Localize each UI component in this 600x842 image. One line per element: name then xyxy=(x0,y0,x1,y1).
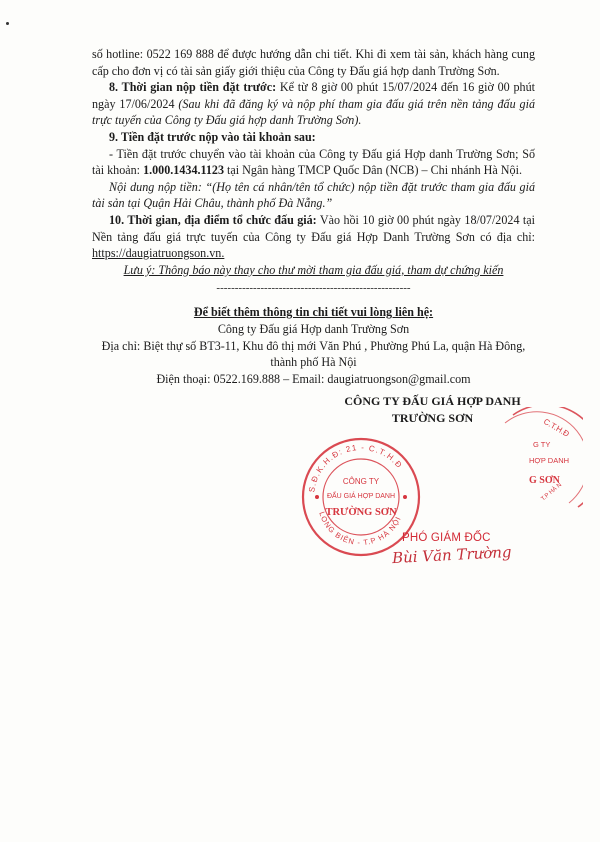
signature-block xyxy=(295,393,525,427)
svg-text:G TY: G TY xyxy=(533,440,551,449)
paragraph-hotline: số hotline: 0522 169 888 để được hướng dẫn chi tiết. Khi đi xem tài sản, khách hàng cung cấp cho đơn vị có tài sản giấy giới thiệu của Công ty Đấu giá hợp danh Trường Sơn. xyxy=(92,47,535,78)
svg-text:S.Đ.K.H.Đ: 21 - C.T.H.Đ: S.Đ.K.H.Đ: 21 - C.T.H.Đ xyxy=(307,442,405,493)
svg-text:TRƯỜNG SƠN: TRƯỜNG SƠN xyxy=(325,507,397,518)
section-10-text: Vào hồi 10 giờ 00 phút ngày 18/07/2024 tại Nền tảng đấu giá trực tuyến của Công ty Đấu giá Hợp Danh Trường Sơn có địa chỉ: xyxy=(92,212,535,244)
svg-text:ĐẤU GIÁ HỢP DANH: ĐẤU GIÁ HỢP DANH xyxy=(326,493,396,500)
svg-text:LONG BIÊN - T.P HÀ NỘI: LONG BIÊN - T.P HÀ NỘI xyxy=(317,510,403,548)
account-number: 1.000.1434.1123 xyxy=(143,163,225,178)
section-9-payment-note xyxy=(92,179,535,212)
notice-note xyxy=(92,262,535,279)
section-8-note: (Sau khi đã đăng ký và nộp phí tham gia đấu giá trên nền tảng đấu giá trực tuyến của Công ty Đấu giá hợp danh Trường Sơn). xyxy=(92,96,535,128)
signer-name: Bùi Văn Trường xyxy=(391,542,512,568)
contact-address: Địa chỉ: Biệt thự số BT3-11, Khu đô thị mới Văn Phú , Phường Phú La, quận Hà Đông, thành phố Hà Nội xyxy=(101,338,526,370)
svg-text:G SƠN: G SƠN xyxy=(529,475,560,486)
signer-role: PHÓ GIÁM ĐỐC xyxy=(402,532,491,544)
section-8 xyxy=(92,79,535,129)
section-10 xyxy=(92,212,535,262)
contact-phone: Điện thoại: 0522.169.888 – Email: daugiatruongson@gmail.com xyxy=(156,371,471,386)
bank-name: tại Ngân hàng TMCP Quốc Dân (NCB) – Chi nhánh Hà Nội. xyxy=(224,163,522,178)
section-9-account xyxy=(92,146,535,179)
scan-speck xyxy=(6,22,9,25)
signature-company-line1: CÔNG TY ĐẤU GIÁ HỢP DANH xyxy=(344,394,521,408)
section-9-title xyxy=(92,129,535,146)
section-9-line: - Tiền đặt trước chuyển vào tài khoản của Công ty Đấu giá Hợp danh Trường Sơn; Số tài khoản: xyxy=(92,146,535,178)
contact-company: Công ty Đấu giá Hợp danh Trường Sơn xyxy=(217,321,410,336)
svg-text:T.P HÀ N: T.P HÀ N xyxy=(540,482,564,503)
notice-note-text: Lưu ý: Thông báo này thay cho thư mời tham gia đấu giá, tham dự chứng kiến xyxy=(123,262,504,277)
website-link[interactable]: https://daugiatruongson.vn. xyxy=(92,246,225,261)
partial-seal-text: C.T.H.Đ xyxy=(542,416,571,439)
section-10-title: 10. Thời gian, địa điểm tổ chức đấu giá: xyxy=(109,212,317,227)
section-8-title: 8. Thời gian nộp tiền đặt trước: xyxy=(109,80,277,95)
section-8-text: Kể từ 8 giờ 00 phút 15/07/2024 đến 16 giờ 00 phút ngày 17/06/2024 xyxy=(92,80,536,111)
partial-seal-icon xyxy=(503,407,583,517)
section-9-title-text: 9. Tiền đặt trước nộp vào tài khoản sau: xyxy=(109,129,316,144)
signature-company-line2: TRƯỜNG SƠN xyxy=(391,411,474,425)
svg-text:HỢP DANH: HỢP DANH xyxy=(529,456,570,465)
payment-note-text: Nội dung nộp tiền: “(Họ tên cá nhân/tên tổ chức) nộp tiền đặt trước tham gia đấu giá tài sản tại Quận Hải Châu, thành phố Đà Nẵng.” xyxy=(92,179,535,211)
svg-text:CÔNG TY: CÔNG TY xyxy=(342,477,380,486)
document-body xyxy=(92,46,535,387)
separator-line: ----------------------------------------------------- xyxy=(216,282,411,295)
contact-title: Để biết thêm thông tin chi tiết vui lòng liên hệ: xyxy=(193,305,434,320)
